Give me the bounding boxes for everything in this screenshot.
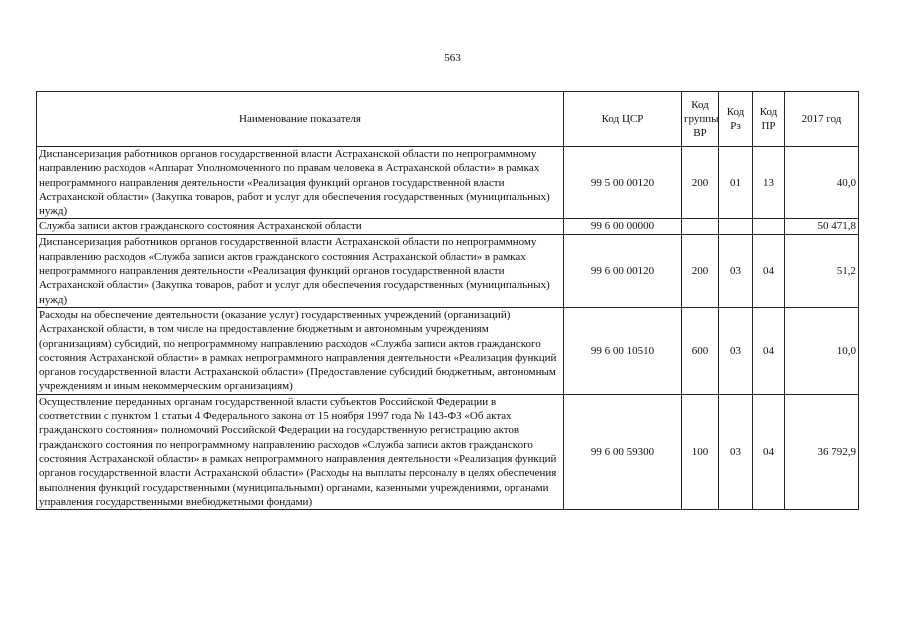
cell-rz: 03 xyxy=(719,307,753,394)
table-row xyxy=(37,147,859,219)
cell-pr: 04 xyxy=(753,307,785,394)
cell-csr: 99 6 00 10510 xyxy=(564,307,682,394)
cell-name: Осуществление переданных органам государственной власти субъектов Российской Федерации в соответствии с пунктом 1 статьи 4 Федерального закона от 15 ноября 1997 года № 143-ФЗ «Об актах гражданского состояния» полномочий Российской Федерации на государственную регистрацию актов гражданского состояния по непрограммному направлению расходов «Служба записи актов гражданского состояния Астраханской области» в рамках непрограммного направления деятельности «Реализация функций органов государственной власти Астраханской области» (Расходы на выплаты персоналу в целях обеспечения выполнения функций государственными (муниципальными) органами, казенными учреждениями, органами управления государственными внебюджетными фондами) xyxy=(37,394,564,509)
cell-csr: 99 6 00 00000 xyxy=(564,219,682,235)
cell-vr: 200 xyxy=(682,235,719,307)
header-csr: Код ЦСР xyxy=(564,92,682,147)
header-year: 2017 год xyxy=(785,92,859,147)
cell-csr: 99 6 00 00120 xyxy=(564,235,682,307)
cell-name: Расходы на обеспечение деятельности (оказание услуг) государственных учреждений (организаций) Астраханской области, в том числе на предоставление бюджетным и автономным учреждениям (организациям) субсидий, по непрограммному направлению расходов «Служба записи актов гражданского состояния Астраханской области» в рамках непрограммного направления деятельности «Реализация функций органов государственной власти Астраханской области» (Предоставление субсидий бюджетным, автономным учреждениям и иным некоммерческим организациям) xyxy=(37,307,564,394)
cell-amount: 40,0 xyxy=(785,147,859,219)
cell-pr: 04 xyxy=(753,394,785,509)
cell-csr: 99 6 00 59300 xyxy=(564,394,682,509)
cell-pr: 04 xyxy=(753,235,785,307)
cell-vr: 200 xyxy=(682,147,719,219)
cell-amount: 36 792,9 xyxy=(785,394,859,509)
cell-csr: 99 5 00 00120 xyxy=(564,147,682,219)
cell-vr: 600 xyxy=(682,307,719,394)
cell-rz: 03 xyxy=(719,394,753,509)
page-number: 563 xyxy=(444,52,461,64)
cell-name: Диспансеризация работников органов государственной власти Астраханской области по непрограммному направлению расходов «Служба записи актов гражданского состояния Астраханской области» в рамках непрограммного направления деятельности «Реализация функций органов государственной власти Астраханской области» (Закупка товаров, работ и услуг для обеспечения государственных (муниципальных) нужд) xyxy=(37,235,564,307)
header-pr: Код ПР xyxy=(753,92,785,147)
budget-table xyxy=(36,91,859,510)
cell-amount: 51,2 xyxy=(785,235,859,307)
header-name: Наименование показателя xyxy=(37,92,564,147)
cell-name: Диспансеризация работников органов государственной власти Астраханской области по непрограммному направлению расходов «Аппарат Уполномоченного по правам человека в Астраханской области» в рамках непрограммного направления деятельности «Реализация функций органов государственной власти Астраханской области» (Закупка товаров, работ и услуг для обеспечения государственных (муниципальных) нужд) xyxy=(37,147,564,219)
table-row xyxy=(37,219,859,235)
table-header-row xyxy=(37,92,859,147)
cell-amount: 50 471,8 xyxy=(785,219,859,235)
cell-rz: 03 xyxy=(719,235,753,307)
cell-rz xyxy=(719,219,753,235)
cell-vr xyxy=(682,219,719,235)
cell-pr: 13 xyxy=(753,147,785,219)
header-rz: Код Рз xyxy=(719,92,753,147)
cell-amount: 10,0 xyxy=(785,307,859,394)
header-vr: Код группы ВР xyxy=(682,92,719,147)
cell-rz: 01 xyxy=(719,147,753,219)
table-row xyxy=(37,235,859,307)
table-row xyxy=(37,394,859,509)
cell-pr xyxy=(753,219,785,235)
cell-name: Служба записи актов гражданского состояния Астраханской области xyxy=(37,219,564,235)
cell-vr: 100 xyxy=(682,394,719,509)
table-row xyxy=(37,307,859,394)
